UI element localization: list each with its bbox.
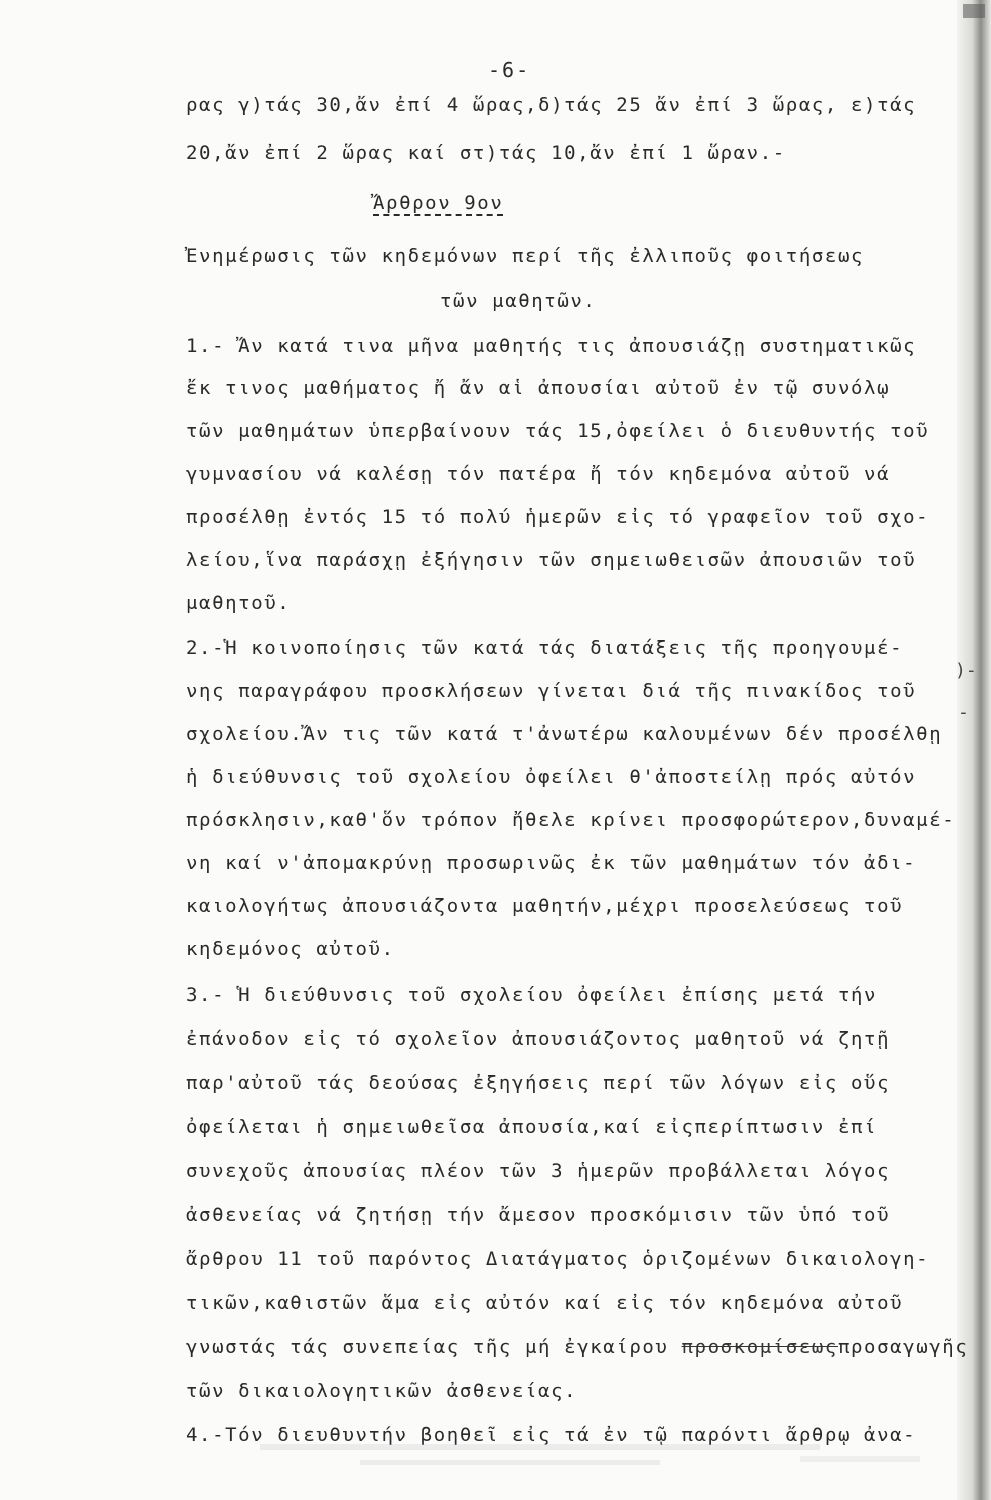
- struck-out-word: προσκομίσεως: [681, 1336, 838, 1358]
- text-line: ὀφείλεται ἡ σημειωθεῖσα ἀπουσία,καί εἰςπερίπτωσιν ἐπί: [186, 1116, 878, 1138]
- text-line: προσέλθῃ ἐντός 15 τό πολύ ἡμερῶν εἰς τό γραφεῖον τοῦ σχο-: [186, 506, 930, 528]
- article-subtitle-line: τῶν μαθητῶν.: [440, 290, 597, 312]
- text-line: τῶν μαθημάτων ὑπερβαίνουν τάς 15,ὀφείλει ὁ διευθυντής τοῦ: [186, 420, 930, 442]
- text-line: 4.-Τόν διευθυντήν βοηθεῖ εἰς τά ἐν τῷ παρόντι ἄρθρῳ ἀνα-: [186, 1424, 917, 1446]
- article-subtitle-line: Ἐνημέρωσις τῶν κηδεμόνων περί τῆς ἐλλιποῦς φοιτήσεως: [186, 245, 865, 267]
- text-line: τικῶν,καθιστῶν ἅμα εἰς αὐτόν καί εἰς τόν κηδεμόνα αὐτοῦ: [186, 1292, 904, 1314]
- text-line: [186, 1338, 968, 1357]
- margin-mark: -: [958, 702, 969, 723]
- text-line: νης παραγράφου προσκλήσεων γίνεται διά τῆς πινακίδος τοῦ: [186, 680, 917, 702]
- text-line: ἀσθενείας νά ζητήσῃ τήν ἄμεσον προσκόμισιν τῶν ὑπό τοῦ: [186, 1204, 891, 1226]
- text-line: πρόσκλησιν,καθ'ὅν τρόπον ἤθελε κρίνει προσφορώτερον,δυναμέ-: [186, 809, 956, 831]
- text-line: 2.-Ἡ κοινοποίησις τῶν κατά τάς διατάξεις τῆς προηγουμέ-: [186, 637, 904, 659]
- page-edge-shadow: [957, 0, 991, 1500]
- text-line: συνεχοῦς ἀπουσίας πλέον τῶν 3 ἡμερῶν προβάλλεται λόγος: [186, 1160, 891, 1182]
- text-line: γυμνασίου νά καλέσῃ τόν πατέρα ἤ τόν κηδεμόνα αὐτοῦ νά: [186, 463, 891, 485]
- article-heading: Ἄρθρον 9ον: [373, 192, 504, 214]
- margin-mark: )-: [955, 660, 977, 681]
- page-number: -6-: [488, 58, 531, 82]
- text-line: κηδεμόνος αὐτοῦ.: [186, 938, 395, 960]
- text-line: παρ'αὐτοῦ τάς δεούσας ἐξηγήσεις περί τῶν λόγων εἰς οὕς: [186, 1072, 891, 1094]
- text-line: μαθητοῦ.: [186, 592, 291, 614]
- text-line: 3.- Ἡ διεύθυνσις τοῦ σχολείου ὀφείλει ἐπίσης μετά τήν: [186, 984, 878, 1006]
- text-line: τῶν δικαιολογητικῶν ἀσθενείας.: [186, 1380, 578, 1402]
- text-segment: γνωστάς τάς συνεπείας τῆς μή ἐγκαίρου: [186, 1336, 669, 1358]
- text-line: σχολείου.Ἄν τις τῶν κατά τ'ἀνωτέρω καλουμένων δέν προσέλθῃ: [186, 723, 943, 745]
- text-line: ἐπάνοδον εἰς τό σχολεῖον ἀπουσιάζοντος μαθητοῦ νά ζητῇ: [186, 1028, 891, 1050]
- text-segment: προσαγωγῆς: [837, 1336, 969, 1358]
- text-line: ἄρθρου 11 τοῦ παρόντος Διατάγματος ὁριζομένων δικαιολογη-: [186, 1248, 930, 1270]
- text-line: 20,ἄν ἐπί 2 ὥρας καί στ)τάς 10,ἄν ἐπί 1 ὥραν.-: [186, 142, 786, 164]
- text-line: ἔκ τινος μαθήματος ἤ ἄν αἱ ἀπουσίαι αὐτοῦ ἐν τῷ συνόλῳ: [186, 377, 891, 399]
- text-line: λείου,ἵνα παράσχῃ ἐξήγησιν τῶν σημειωθεισῶν ἀπουσιῶν τοῦ: [186, 549, 917, 571]
- text-line: νη καί ν'ἀπομακρύνῃ προσωρινῶς ἐκ τῶν μαθημάτων τόν ἀδι-: [186, 852, 917, 874]
- text-line: 1.- Ἄν κατά τινα μῆνα μαθητής τις ἀπουσιάζῃ συστηματικῶς: [186, 335, 917, 357]
- text-line: καιολογήτως ἀπουσιάζοντα μαθητήν,μέχρι προσελεύσεως τοῦ: [186, 895, 904, 917]
- text-line: ἡ διεύθυνσις τοῦ σχολείου ὀφείλει θ'ἀποστείλῃ πρός αὐτόν: [186, 766, 917, 788]
- text-line: ρας γ)τάς 30,ἄν ἐπί 4 ὥρας,δ)τάς 25 ἄν ἐπί 3 ὥρας, ε)τάς: [186, 94, 917, 116]
- bleed-through-text: [240, 1440, 960, 1490]
